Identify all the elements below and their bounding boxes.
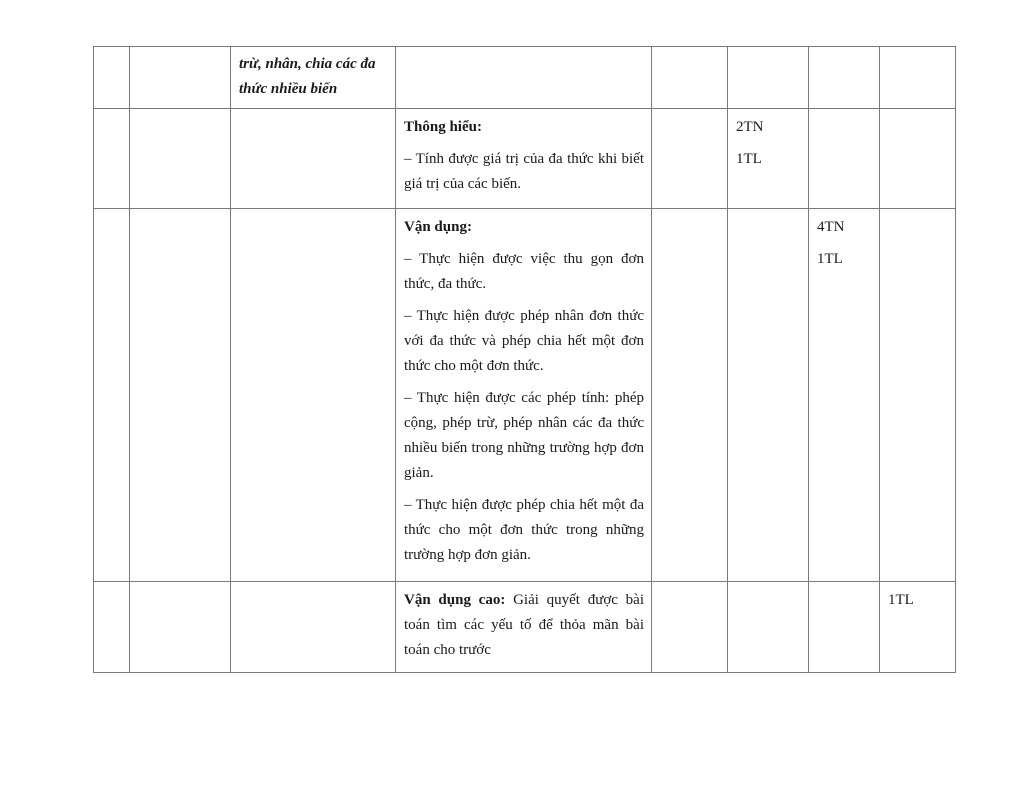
table-row bbox=[94, 209, 956, 582]
count-th-cell bbox=[728, 47, 809, 109]
question-count: 1TL bbox=[888, 592, 914, 608]
chapter-cell bbox=[130, 209, 231, 582]
count-vd-cell bbox=[809, 47, 880, 109]
index-cell bbox=[94, 209, 130, 582]
count-nb-cell bbox=[652, 109, 728, 209]
count-vdc-cell bbox=[880, 47, 956, 109]
count-th-cell bbox=[728, 209, 809, 582]
question-count: 4TN bbox=[817, 219, 845, 235]
competency-matrix-table bbox=[93, 46, 956, 673]
requirement-cell bbox=[396, 47, 652, 109]
requirement-bullet: – Thực hiện được việc thu gọn đơn thức, đa thức. bbox=[404, 251, 644, 292]
count-vd-cell bbox=[809, 582, 880, 673]
question-count: 1TL bbox=[736, 151, 762, 167]
topic-cell bbox=[231, 109, 396, 209]
requirement-bullet: – Thực hiện được phép nhân đơn thức với đa thức và phép chia hết một đơn thức cho một đơn thức. bbox=[404, 308, 644, 374]
topic-cell bbox=[231, 582, 396, 673]
count-vdc-cell bbox=[880, 582, 956, 673]
index-cell bbox=[94, 582, 130, 673]
count-nb-cell bbox=[652, 582, 728, 673]
requirement-cell bbox=[396, 209, 652, 582]
index-cell bbox=[94, 109, 130, 209]
requirement-cell bbox=[396, 109, 652, 209]
question-count: 1TL bbox=[817, 251, 843, 267]
level-title: Thông hiểu: bbox=[404, 119, 482, 135]
chapter-cell bbox=[130, 109, 231, 209]
requirement-bullet: – Thực hiện được phép chia hết một đa thức cho một đơn thức trong những trường hợp đơn giản. bbox=[404, 497, 644, 563]
requirement-text: Giải quyết được bài toán tìm các yếu tố để thỏa mãn bài toán cho trước bbox=[404, 592, 644, 658]
requirement-bullet: – Thực hiện được các phép tính: phép cộng, phép trừ, phép nhân các đa thức nhiều biến trong những trường hợp đơn giản. bbox=[404, 390, 644, 481]
level-title: Vận dụng: bbox=[404, 219, 472, 235]
count-th-cell bbox=[728, 582, 809, 673]
topic-cell bbox=[231, 209, 396, 582]
topic-cell bbox=[231, 47, 396, 109]
chapter-cell bbox=[130, 47, 231, 109]
requirement-bullet: – Tính được giá trị của đa thức khi biết giá trị của các biến. bbox=[404, 151, 644, 192]
count-vdc-cell bbox=[880, 209, 956, 582]
count-vdc-cell bbox=[880, 109, 956, 209]
count-vd-cell bbox=[809, 209, 880, 582]
level-title: Vận dụng cao: bbox=[404, 592, 506, 608]
table-row bbox=[94, 47, 956, 109]
count-vd-cell bbox=[809, 109, 880, 209]
requirement-cell bbox=[396, 582, 652, 673]
index-cell bbox=[94, 47, 130, 109]
chapter-cell bbox=[130, 582, 231, 673]
count-th-cell bbox=[728, 109, 809, 209]
question-count: 2TN bbox=[736, 119, 764, 135]
table-row bbox=[94, 582, 956, 673]
topic-text: trừ, nhân, chia các đa thức nhiều biến bbox=[239, 56, 376, 97]
count-nb-cell bbox=[652, 209, 728, 582]
table-row bbox=[94, 109, 956, 209]
count-nb-cell bbox=[652, 47, 728, 109]
